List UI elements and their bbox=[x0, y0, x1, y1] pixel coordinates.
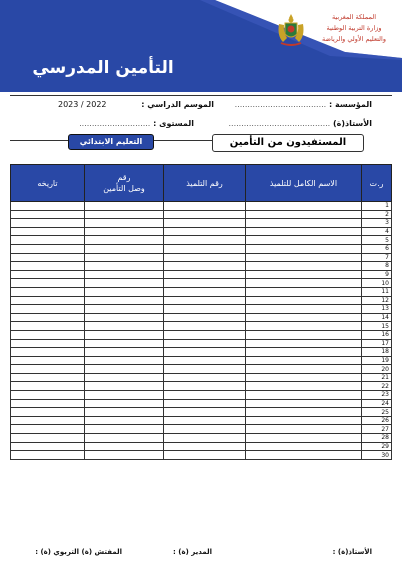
cell-full-name[interactable] bbox=[246, 442, 362, 451]
moroccan-emblem-icon bbox=[273, 12, 309, 48]
cell-date[interactable] bbox=[11, 253, 85, 262]
teacher-dots: ........................................ bbox=[228, 119, 331, 128]
cell-student-number[interactable] bbox=[164, 253, 246, 262]
cell-student-number[interactable] bbox=[164, 287, 246, 296]
cell-date[interactable] bbox=[11, 416, 85, 425]
cell-date[interactable] bbox=[11, 408, 85, 417]
cell-seq: 24 bbox=[362, 399, 392, 408]
page-title: التأمين المدرسي bbox=[32, 58, 174, 78]
level-sep: : bbox=[153, 119, 157, 128]
table-row bbox=[11, 391, 392, 400]
cell-full-name[interactable] bbox=[246, 451, 362, 460]
table-row bbox=[11, 425, 392, 434]
cell-full-name[interactable] bbox=[246, 262, 362, 271]
cell-date[interactable] bbox=[11, 262, 85, 271]
cell-student-number[interactable] bbox=[164, 227, 246, 236]
cell-date[interactable] bbox=[11, 313, 85, 322]
header-seq: ر.ت bbox=[362, 165, 392, 202]
cell-full-name[interactable] bbox=[246, 322, 362, 331]
cell-receipt[interactable] bbox=[85, 305, 164, 314]
cell-student-number[interactable] bbox=[164, 210, 246, 219]
cell-receipt[interactable] bbox=[85, 434, 164, 443]
table-row bbox=[11, 210, 392, 219]
cell-date[interactable] bbox=[11, 365, 85, 374]
cell-receipt[interactable] bbox=[85, 253, 164, 262]
teacher-label: الأستاذ(ة) bbox=[333, 119, 372, 128]
cell-full-name[interactable] bbox=[246, 408, 362, 417]
cell-full-name[interactable] bbox=[246, 210, 362, 219]
cell-seq: 12 bbox=[362, 296, 392, 305]
level-field bbox=[79, 119, 194, 128]
cell-receipt[interactable] bbox=[85, 270, 164, 279]
table-row bbox=[11, 348, 392, 357]
header-receipt-line2: وصل التأمين bbox=[103, 184, 145, 193]
cell-seq: 11 bbox=[362, 287, 392, 296]
table-row bbox=[11, 244, 392, 253]
header-receipt bbox=[85, 165, 164, 202]
cell-student-number[interactable] bbox=[164, 305, 246, 314]
cell-receipt[interactable] bbox=[85, 262, 164, 271]
table-row bbox=[11, 416, 392, 425]
cell-full-name[interactable] bbox=[246, 339, 362, 348]
cell-student-number[interactable] bbox=[164, 356, 246, 365]
cell-seq: 4 bbox=[362, 227, 392, 236]
cell-seq: 20 bbox=[362, 365, 392, 374]
cell-full-name[interactable] bbox=[246, 365, 362, 374]
school-dots: .................................... bbox=[234, 100, 327, 109]
cell-full-name[interactable] bbox=[246, 253, 362, 262]
cell-seq: 14 bbox=[362, 313, 392, 322]
ministry-line-1: المملكة المغربية bbox=[331, 13, 377, 21]
cell-seq: 21 bbox=[362, 373, 392, 382]
table-body bbox=[11, 202, 392, 460]
footer-director-label: المدير (ة) bbox=[178, 548, 212, 556]
table-row bbox=[11, 408, 392, 417]
cell-seq: 9 bbox=[362, 270, 392, 279]
cell-receipt[interactable] bbox=[85, 339, 164, 348]
top-divider bbox=[10, 95, 392, 96]
footer-director-sep: : bbox=[173, 548, 176, 556]
table-row bbox=[11, 330, 392, 339]
education-level-badge: التعليم الابتدائي bbox=[68, 134, 154, 150]
cell-seq: 5 bbox=[362, 236, 392, 245]
ministry-line-2: وزارة التربية الوطنية bbox=[326, 24, 382, 32]
cell-receipt[interactable] bbox=[85, 391, 164, 400]
year-sep: : bbox=[141, 100, 145, 109]
cell-receipt[interactable] bbox=[85, 227, 164, 236]
cell-date[interactable] bbox=[11, 279, 85, 288]
cell-student-number[interactable] bbox=[164, 391, 246, 400]
cell-full-name[interactable] bbox=[246, 425, 362, 434]
table-row bbox=[11, 296, 392, 305]
cell-receipt[interactable] bbox=[85, 287, 164, 296]
cell-student-number[interactable] bbox=[164, 236, 246, 245]
table-row bbox=[11, 434, 392, 443]
cell-full-name[interactable] bbox=[246, 279, 362, 288]
cell-full-name[interactable] bbox=[246, 348, 362, 357]
table-row bbox=[11, 382, 392, 391]
cell-seq: 8 bbox=[362, 262, 392, 271]
cell-full-name[interactable] bbox=[246, 202, 362, 211]
cell-seq: 26 bbox=[362, 416, 392, 425]
cell-seq: 1 bbox=[362, 202, 392, 211]
cell-date[interactable] bbox=[11, 296, 85, 305]
beneficiaries-heading: المستفيدون من التأمين bbox=[212, 134, 364, 152]
cell-receipt[interactable] bbox=[85, 416, 164, 425]
table-row bbox=[11, 202, 392, 211]
cell-receipt[interactable] bbox=[85, 451, 164, 460]
cell-student-number[interactable] bbox=[164, 442, 246, 451]
table-row bbox=[11, 253, 392, 262]
cell-receipt[interactable] bbox=[85, 442, 164, 451]
cell-seq: 18 bbox=[362, 348, 392, 357]
cell-seq: 6 bbox=[362, 244, 392, 253]
school-sep: : bbox=[329, 100, 333, 109]
header-full-name: الاسم الكامل للتلميذ bbox=[246, 165, 362, 202]
cell-student-number[interactable] bbox=[164, 408, 246, 417]
cell-student-number[interactable] bbox=[164, 262, 246, 271]
cell-date[interactable] bbox=[11, 287, 85, 296]
year-label: الموسم الدراسي bbox=[147, 100, 214, 109]
cell-receipt[interactable] bbox=[85, 322, 164, 331]
table-row bbox=[11, 236, 392, 245]
cell-student-number[interactable] bbox=[164, 365, 246, 374]
table-row bbox=[11, 262, 392, 271]
cell-receipt[interactable] bbox=[85, 313, 164, 322]
cell-seq: 30 bbox=[362, 451, 392, 460]
cell-receipt[interactable] bbox=[85, 244, 164, 253]
cell-date[interactable] bbox=[11, 305, 85, 314]
students-table bbox=[10, 164, 392, 460]
table-row bbox=[11, 339, 392, 348]
cell-receipt[interactable] bbox=[85, 373, 164, 382]
cell-date[interactable] bbox=[11, 382, 85, 391]
table-row bbox=[11, 305, 392, 314]
teacher-field bbox=[229, 119, 373, 128]
cell-date[interactable] bbox=[11, 373, 85, 382]
cell-receipt[interactable] bbox=[85, 279, 164, 288]
cell-date[interactable] bbox=[11, 442, 85, 451]
cell-seq: 19 bbox=[362, 356, 392, 365]
cell-date[interactable] bbox=[11, 227, 85, 236]
cell-date[interactable] bbox=[11, 348, 85, 357]
cell-date[interactable] bbox=[11, 391, 85, 400]
cell-student-number[interactable] bbox=[164, 348, 246, 357]
footer-teacher bbox=[333, 548, 372, 556]
cell-receipt[interactable] bbox=[85, 399, 164, 408]
cell-date[interactable] bbox=[11, 425, 85, 434]
cell-date[interactable] bbox=[11, 219, 85, 228]
cell-student-number[interactable] bbox=[164, 373, 246, 382]
cell-date[interactable] bbox=[11, 236, 85, 245]
cell-full-name[interactable] bbox=[246, 305, 362, 314]
footer-teacher-label: الأستاذ(ة) bbox=[337, 548, 372, 556]
cell-seq: 23 bbox=[362, 391, 392, 400]
cell-student-number[interactable] bbox=[164, 313, 246, 322]
table-row bbox=[11, 442, 392, 451]
cell-full-name[interactable] bbox=[246, 296, 362, 305]
cell-seq: 2 bbox=[362, 210, 392, 219]
table-row bbox=[11, 399, 392, 408]
cell-student-number[interactable] bbox=[164, 244, 246, 253]
cell-student-number[interactable] bbox=[164, 296, 246, 305]
cell-seq: 29 bbox=[362, 442, 392, 451]
cell-receipt[interactable] bbox=[85, 330, 164, 339]
cell-receipt[interactable] bbox=[85, 348, 164, 357]
cell-seq: 25 bbox=[362, 408, 392, 417]
cell-student-number[interactable] bbox=[164, 202, 246, 211]
footer-teacher-sep: : bbox=[332, 548, 336, 556]
cell-full-name[interactable] bbox=[246, 287, 362, 296]
cell-date[interactable] bbox=[11, 356, 85, 365]
cell-receipt[interactable] bbox=[85, 202, 164, 211]
cell-full-name[interactable] bbox=[246, 270, 362, 279]
cell-date[interactable] bbox=[11, 339, 85, 348]
cell-seq: 27 bbox=[362, 425, 392, 434]
cell-student-number[interactable] bbox=[164, 339, 246, 348]
cell-student-number[interactable] bbox=[164, 399, 246, 408]
cell-full-name[interactable] bbox=[246, 236, 362, 245]
header-student-number: رقم التلميذ bbox=[164, 165, 246, 202]
footer-inspector-sep: : bbox=[35, 548, 38, 556]
cell-seq: 7 bbox=[362, 253, 392, 262]
footer-inspector-label: المفتش (ة) التربوي (ة) bbox=[40, 548, 122, 556]
table-header-row bbox=[11, 165, 392, 202]
school-year-value: 2023 / 2022 bbox=[58, 100, 107, 109]
cell-full-name[interactable] bbox=[246, 244, 362, 253]
cell-receipt[interactable] bbox=[85, 356, 164, 365]
school-label: المؤسسة bbox=[335, 100, 372, 109]
cell-date[interactable] bbox=[11, 210, 85, 219]
table-row bbox=[11, 279, 392, 288]
cell-date[interactable] bbox=[11, 270, 85, 279]
table-row bbox=[11, 365, 392, 374]
cell-full-name[interactable] bbox=[246, 434, 362, 443]
cell-seq: 15 bbox=[362, 322, 392, 331]
cell-seq: 22 bbox=[362, 382, 392, 391]
level-dots: ............................ bbox=[79, 119, 151, 128]
cell-date[interactable] bbox=[11, 322, 85, 331]
cell-student-number[interactable] bbox=[164, 330, 246, 339]
cell-seq: 10 bbox=[362, 279, 392, 288]
cell-receipt[interactable] bbox=[85, 382, 164, 391]
ministry-line-3: والتعليم الأولي والرياضة bbox=[322, 35, 386, 43]
cell-date[interactable] bbox=[11, 451, 85, 460]
table-row bbox=[11, 313, 392, 322]
cell-date[interactable] bbox=[11, 202, 85, 211]
table-row bbox=[11, 451, 392, 460]
cell-seq: 13 bbox=[362, 305, 392, 314]
cell-receipt[interactable] bbox=[85, 210, 164, 219]
cell-full-name[interactable] bbox=[246, 373, 362, 382]
cell-full-name[interactable] bbox=[246, 399, 362, 408]
cell-receipt[interactable] bbox=[85, 219, 164, 228]
cell-student-number[interactable] bbox=[164, 451, 246, 460]
cell-student-number[interactable] bbox=[164, 322, 246, 331]
cell-seq: 28 bbox=[362, 434, 392, 443]
cell-seq: 3 bbox=[362, 219, 392, 228]
cell-full-name[interactable] bbox=[246, 391, 362, 400]
school-field bbox=[235, 100, 372, 109]
cell-full-name[interactable] bbox=[246, 356, 362, 365]
header-date: تاريخه bbox=[11, 165, 85, 202]
cell-date[interactable] bbox=[11, 399, 85, 408]
footer-inspector bbox=[35, 548, 122, 556]
cell-date[interactable] bbox=[11, 330, 85, 339]
cell-seq: 16 bbox=[362, 330, 392, 339]
table-row bbox=[11, 227, 392, 236]
cell-seq: 17 bbox=[362, 339, 392, 348]
cell-full-name[interactable] bbox=[246, 313, 362, 322]
year-field bbox=[141, 100, 214, 109]
cell-receipt[interactable] bbox=[85, 365, 164, 374]
table-row bbox=[11, 356, 392, 365]
cell-full-name[interactable] bbox=[246, 382, 362, 391]
cell-full-name[interactable] bbox=[246, 416, 362, 425]
cell-full-name[interactable] bbox=[246, 330, 362, 339]
table-row bbox=[11, 322, 392, 331]
cell-date[interactable] bbox=[11, 434, 85, 443]
cell-student-number[interactable] bbox=[164, 425, 246, 434]
table-row bbox=[11, 373, 392, 382]
cell-date[interactable] bbox=[11, 244, 85, 253]
cell-student-number[interactable] bbox=[164, 382, 246, 391]
table-row bbox=[11, 219, 392, 228]
cell-receipt[interactable] bbox=[85, 408, 164, 417]
footer-director bbox=[173, 548, 212, 556]
cell-full-name[interactable] bbox=[246, 227, 362, 236]
cell-student-number[interactable] bbox=[164, 219, 246, 228]
level-label: المستوى bbox=[159, 119, 194, 128]
table-row bbox=[11, 270, 392, 279]
cell-student-number[interactable] bbox=[164, 416, 246, 425]
cell-receipt[interactable] bbox=[85, 236, 164, 245]
cell-full-name[interactable] bbox=[246, 219, 362, 228]
table-row bbox=[11, 287, 392, 296]
cell-receipt[interactable] bbox=[85, 425, 164, 434]
cell-student-number[interactable] bbox=[164, 270, 246, 279]
cell-receipt[interactable] bbox=[85, 296, 164, 305]
cell-student-number[interactable] bbox=[164, 434, 246, 443]
cell-student-number[interactable] bbox=[164, 279, 246, 288]
header-receipt-line1: رقم bbox=[117, 173, 131, 182]
ministry-block bbox=[314, 12, 394, 45]
